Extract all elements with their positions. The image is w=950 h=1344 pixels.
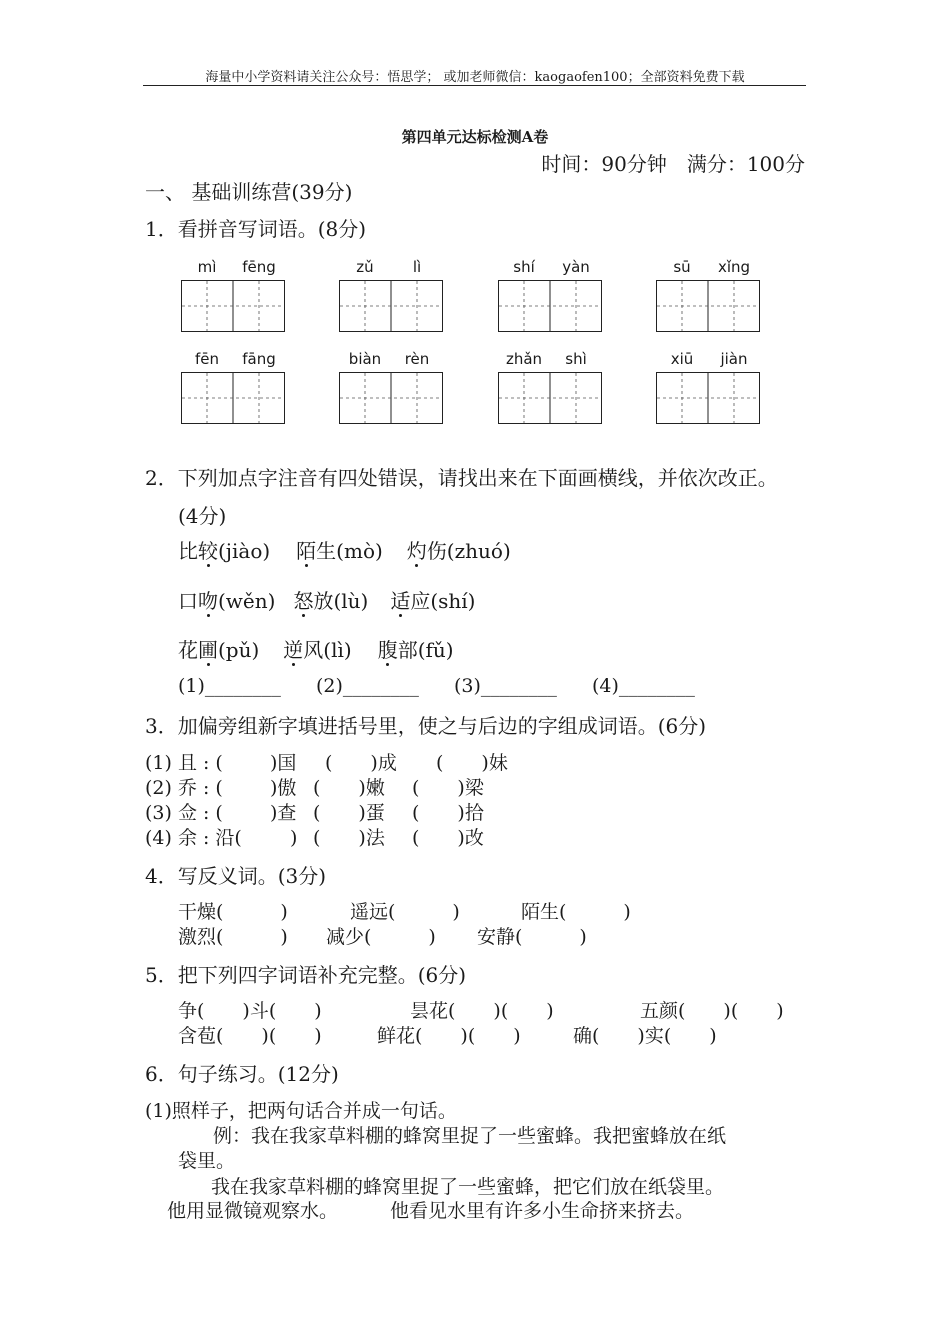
q2-blank-4[interactable]: (4)________	[592, 675, 695, 697]
pinyin-label: jiàn	[720, 350, 748, 368]
q4-item[interactable]: 安静( )	[477, 926, 587, 948]
q2-item: 怒放(lù)	[293, 589, 369, 613]
pinyin-label: xiū	[670, 350, 694, 368]
writing-box[interactable]	[656, 372, 760, 424]
q3-blank[interactable]: ( )成	[325, 752, 397, 774]
q5-item[interactable]: 五颜( )( )	[640, 1000, 784, 1022]
exam-title: 第四单元达标检测A卷	[401, 128, 549, 146]
q3-blank[interactable]: ( )蛋	[313, 802, 385, 824]
q2-item: 口吻(wěn)	[178, 589, 276, 613]
q2-item: 陌生(mò)	[296, 539, 383, 563]
header-rule	[143, 85, 806, 86]
q2-item: 腹部(fǔ)	[377, 638, 454, 662]
pinyin-label: shì	[565, 350, 587, 368]
q3-blank[interactable]: ( )拾	[412, 802, 484, 824]
question-3-title: 3．加偏旁组新字填进括号里，使之与后边的字组成词语。(6分)	[145, 714, 707, 738]
q5-item[interactable]: 含苞( )( )	[178, 1025, 322, 1047]
pinyin-label: sū	[673, 258, 691, 276]
q3-blank[interactable]: )查	[232, 802, 297, 824]
time-score-info: 时间：90分钟 满分：100分	[541, 152, 805, 176]
question-5-title: 5．把下列四字词语补充完整。(6分)	[145, 963, 467, 987]
q3-blank[interactable]: )傲	[232, 777, 297, 799]
q4-item[interactable]: 减少( )	[326, 926, 436, 948]
pinyin-label: mì	[197, 258, 217, 276]
q3-row-label: (3) 佥 : (	[145, 802, 223, 824]
q6-task-sentence-b: 他看见水里有许多小生命挤来挤去。	[390, 1200, 695, 1222]
writing-box[interactable]	[339, 372, 443, 424]
question-2-score: (4分)	[178, 504, 227, 528]
q4-item[interactable]: 遥远( )	[350, 901, 460, 923]
q3-row-label: (4) 余 : 沿(	[145, 827, 242, 849]
pinyin-label: xǐng	[717, 258, 751, 276]
q2-blank-1[interactable]: (1)________	[178, 675, 281, 697]
q2-item: 逆风(lì)	[283, 638, 352, 662]
pinyin-label: yàn	[562, 258, 590, 276]
q2-item: 花圃(pǔ)	[178, 638, 260, 662]
pinyin-label: zǔ	[356, 258, 374, 276]
q6-sub-1: (1)照样子，把两句话合并成一句话。	[145, 1100, 457, 1122]
q5-item[interactable]: 确( )实( )	[573, 1025, 717, 1047]
page-header: 海量中小学资料请关注公众号：悟思学； 或加老师微信：kaogaofen100；全部资料免费下载	[205, 70, 745, 85]
q3-blank[interactable]: ( )梁	[412, 777, 484, 799]
q2-blank-2[interactable]: (2)________	[316, 675, 419, 697]
q2-item: 适应(shí)	[390, 589, 476, 613]
q6-example-line-2: 袋里。	[178, 1150, 236, 1172]
q3-blank[interactable]: )国	[232, 752, 297, 774]
q6-task-sentence-a: 他用显微镜观察水。	[167, 1200, 339, 1222]
pinyin-label: shí	[513, 258, 535, 276]
q3-blank[interactable]: )	[252, 827, 298, 849]
section-heading: 一、 基础训练营(39分)	[145, 180, 353, 204]
writing-box[interactable]	[181, 280, 285, 332]
pinyin-label: fēng	[242, 258, 276, 276]
q6-example-answer: 我在我家草料棚的蜂窝里捉了一些蜜蜂，把它们放在纸袋里。	[211, 1176, 725, 1198]
q4-item[interactable]: 干燥( )	[178, 901, 288, 923]
q3-blank[interactable]: ( )法	[313, 827, 385, 849]
q5-item[interactable]: 争( )斗( )	[178, 1000, 322, 1022]
question-6-title: 6．句子练习。(12分)	[145, 1062, 339, 1086]
q2-row-2	[178, 585, 476, 614]
writing-box[interactable]	[498, 372, 602, 424]
q3-blank[interactable]: ( )妹	[436, 752, 508, 774]
q3-blank[interactable]: ( )嫩	[313, 777, 385, 799]
q3-row-label: (1) 且 : (	[145, 752, 223, 774]
question-2-title: 2．下列加点字注音有四处错误，请找出来在下面画横线，并依次改正。	[145, 466, 778, 490]
writing-box[interactable]	[498, 280, 602, 332]
writing-box[interactable]	[339, 280, 443, 332]
q2-item: 比较(jiào)	[178, 539, 271, 563]
q3-row-label: (2) 乔 : (	[145, 777, 223, 799]
q2-row-1	[178, 535, 511, 564]
q5-item[interactable]: 鲜花( )( )	[377, 1025, 521, 1047]
q2-row-3	[178, 634, 454, 663]
writing-box[interactable]	[181, 372, 285, 424]
question-4-title: 4．写反义词。(3分)	[145, 864, 327, 888]
q4-item[interactable]: 陌生( )	[521, 901, 631, 923]
pinyin-label: fāng	[242, 350, 276, 368]
pinyin-label: biàn	[348, 350, 382, 368]
pinyin-label: lì	[412, 258, 422, 276]
q3-blank[interactable]: ( )改	[412, 827, 484, 849]
pinyin-label: rèn	[404, 350, 430, 368]
q5-item[interactable]: 昙花( )( )	[410, 1000, 554, 1022]
q6-example-line-1: 例：我在我家草料棚的蜂窝里捉了一些蜜蜂。我把蜜蜂放在纸	[213, 1125, 727, 1147]
writing-box[interactable]	[656, 280, 760, 332]
q2-item: 灼伤(zhuó)	[406, 539, 511, 563]
q2-blank-3[interactable]: (3)________	[454, 675, 557, 697]
question-1-title: 1．看拼音写词语。(8分)	[145, 217, 367, 241]
pinyin-label: zhǎn	[505, 350, 543, 368]
pinyin-label: fēn	[194, 350, 220, 368]
q4-item[interactable]: 激烈( )	[178, 926, 288, 948]
